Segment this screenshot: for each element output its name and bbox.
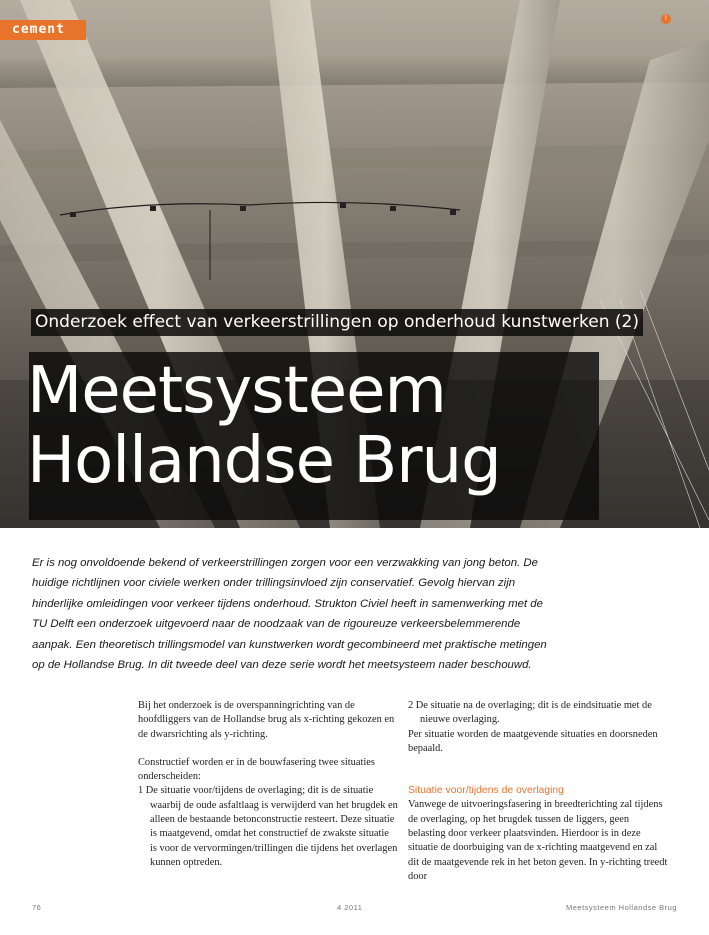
body-paragraph: Constructief worden er in de bouwfasering twee situaties onderscheiden:: [138, 756, 375, 783]
body-paragraph: Vanwege de uitvoeringsfasering in breedterichting zal tijdens de overlaging, op het brugdek tussen de liggers, geen belasting door verkeer plaatsvinden. Hierdoor is in deze situatie de doorbuiging van de x-richting maatgevend en zal dit de maatgevende rek in het beton geven. In y-richting treedt door: [408, 799, 668, 882]
list-item: 1 De situatie voor/tijdens de overlaging; dit is de situatie waarbij de oude asfaltlaag is verwijderd van het brugdek en alleen de bestaande betonconstructie resteert. Deze situatie is maatgevend, omdat het constructief de zwakste situatie is voor de vervormingen/trillingen die tijdens het overlagen kunnen optreden.: [138, 785, 398, 868]
page-number: 76: [32, 903, 42, 912]
body-paragraph: Per situatie worden de maatgevende situaties en doorsneden bepaald.: [408, 728, 658, 754]
magazine-logo: cement: [0, 20, 86, 40]
running-title: Meetsysteem Hollandse Brug: [566, 903, 677, 912]
section-heading: Situatie voor/tijdens de overlaging: [408, 785, 564, 797]
body-column-2: [408, 699, 668, 884]
lead-paragraph: Er is nog onvoldoende bekend of verkeerstrillingen zorgen voor een verzwakking van jong beton. De huidige richtlijnen voor civiele werken onder trillingsinvloed zijn conservatief. Gevolg hiervan zijn hinderlijke omleidingen voor verkeer tijdens onderhoud. Strukton Civiel heeft in samenwerking met de TU Delft een onderzoek uitgevoerd naar de noodzaak van de rigoureuze verkeersbelemmerende aanpak. Een theoretisch trillingsmodel van kunstwerken wordt gecombineerd met praktische metingen op de Hollandse Brug. In dit tweede deel van deze serie wordt het meetsysteem nader beschouwd.: [32, 557, 547, 672]
page-badge-icon: !: [661, 14, 671, 24]
list-item: 2 De situatie na de overlaging; dit is de eindsituatie met de nieuwe overlaging.: [408, 700, 652, 726]
issue-number: 4 2011: [337, 903, 363, 912]
body-paragraph: Bij het onderzoek is de overspanningrichting van de hoofdliggers van de Hollandse brug als x-richting gekozen en de dwarsrichting als y-richting.: [138, 700, 395, 740]
article-title-line-2: Hollandse Brug: [27, 424, 501, 498]
article-kicker: Onderzoek effect van verkeerstrillingen op onderhoud kunstwerken (2): [31, 309, 643, 336]
body-column-1: [138, 699, 398, 870]
article-title-line-1: Meetsysteem: [27, 354, 446, 428]
